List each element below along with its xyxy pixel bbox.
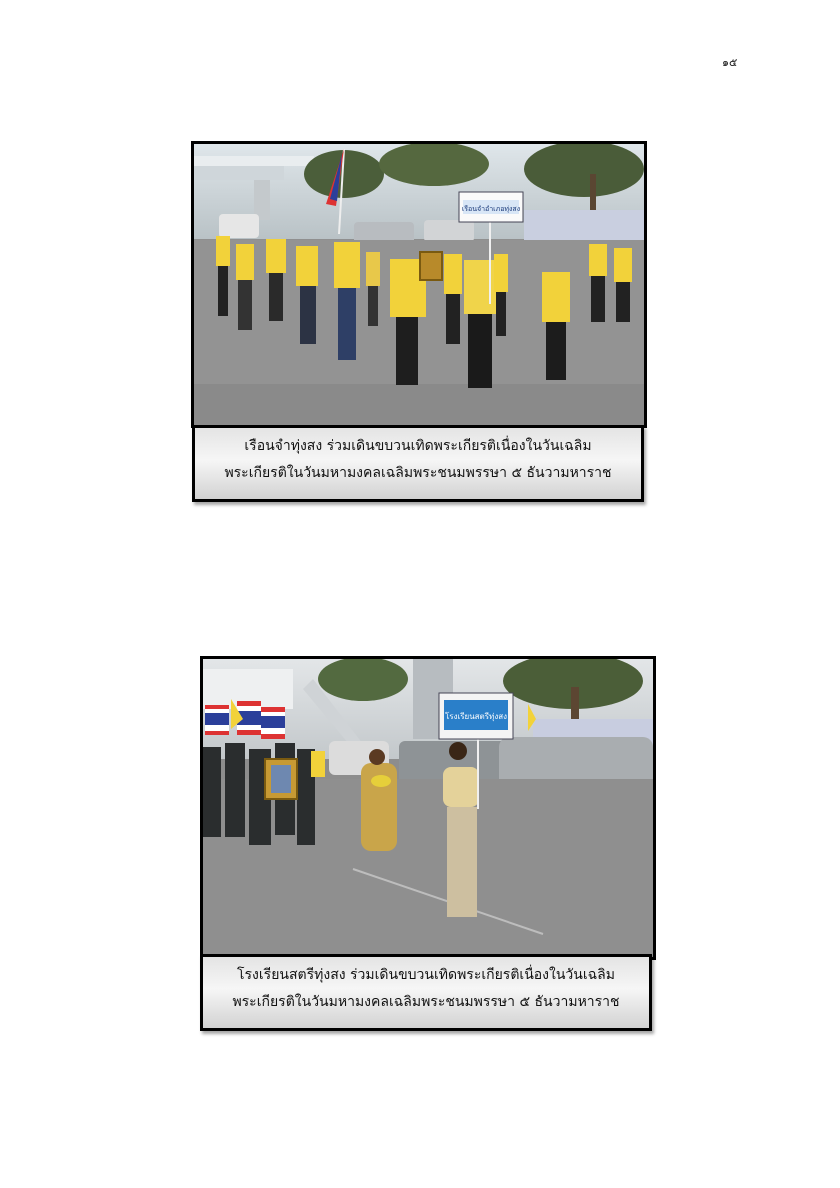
photo-sign-text: เรือนจำอำเภอทุ่งสง (461, 205, 521, 213)
photo-sign-text: โรงเรียนสตรีทุ่งสง (444, 712, 508, 721)
caption-line-2: พระเกียรติในวันมหามงคลเฉลิมพระชนมพรรษา ๕ ธันวามหาราช (224, 465, 612, 481)
caption-box-prison (192, 425, 644, 502)
page-number: ๑๕ (722, 56, 738, 69)
caption-line-2: พระเกียรติในวันมหามงคลเฉลิมพระชนมพรรษา ๕ ธันวามหาราช (232, 994, 620, 1010)
caption-line-1: เรือนจำทุ่งสง ร่วมเดินขบวนเทิดพระเกียรติเนื่องในวันเฉลิม (244, 438, 592, 454)
parade-photo-prison (191, 141, 647, 428)
caption-line-1: โรงเรียนสตรีทุ่งสง ร่วมเดินขบวนเทิดพระเกียรติเนื่องในวันเฉลิม (237, 967, 615, 983)
caption-box-school (200, 954, 652, 1031)
parade-photo-school (200, 656, 656, 960)
